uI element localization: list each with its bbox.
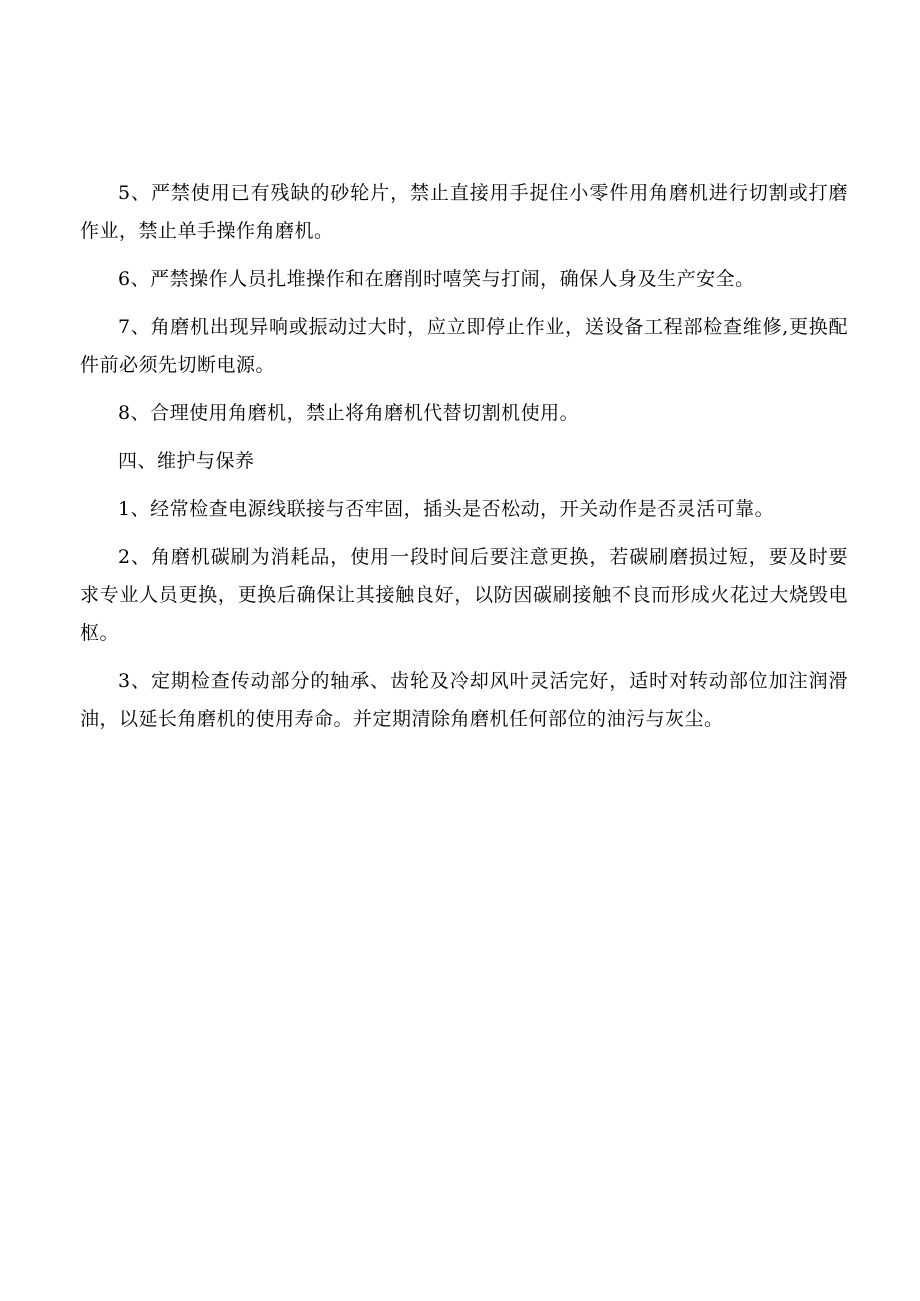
rule-item-6: 6、严禁操作人员扎堆操作和在磨削时嘻笑与打闹，确保人身及生产安全。 xyxy=(118,268,755,290)
maintenance-item-3: 3、定期检查传动部分的轴承、齿轮及冷却风叶灵活完好，适时对转动部位加注润滑油，以延长角磨机的使用寿命。并定期清除角磨机任何部位的油污与灰尘。 xyxy=(80,670,848,730)
rule-item-7: 7、角磨机出现异响或振动过大时，应立即停止作业，送设备工程部检查维修,更换配件前必须先切断电源。 xyxy=(80,316,848,376)
maintenance-item-1: 1、经常检查电源线联接与否牢固，插头是否松动，开关动作是否灵活可靠。 xyxy=(118,498,775,520)
section-heading-maintenance: 四、维护与保养 xyxy=(118,450,255,472)
rule-item-5: 5、严禁使用已有残缺的砂轮片，禁止直接用手捉住小零件用角磨机进行切割或打磨作业，禁止单手操作角磨机。 xyxy=(80,182,848,242)
maintenance-item-2: 2、角磨机碳刷为消耗品，使用一段时间后要注意更换，若碳刷磨损过短，要及时要求专业人员更换，更换后确保让其接触良好，以防因碳刷接触不良而形成火花过大烧毁电枢。 xyxy=(80,546,848,644)
document-body xyxy=(80,174,848,738)
rule-item-8: 8、合理使用角磨机，禁止将角磨机代替切割机使用。 xyxy=(118,402,580,424)
